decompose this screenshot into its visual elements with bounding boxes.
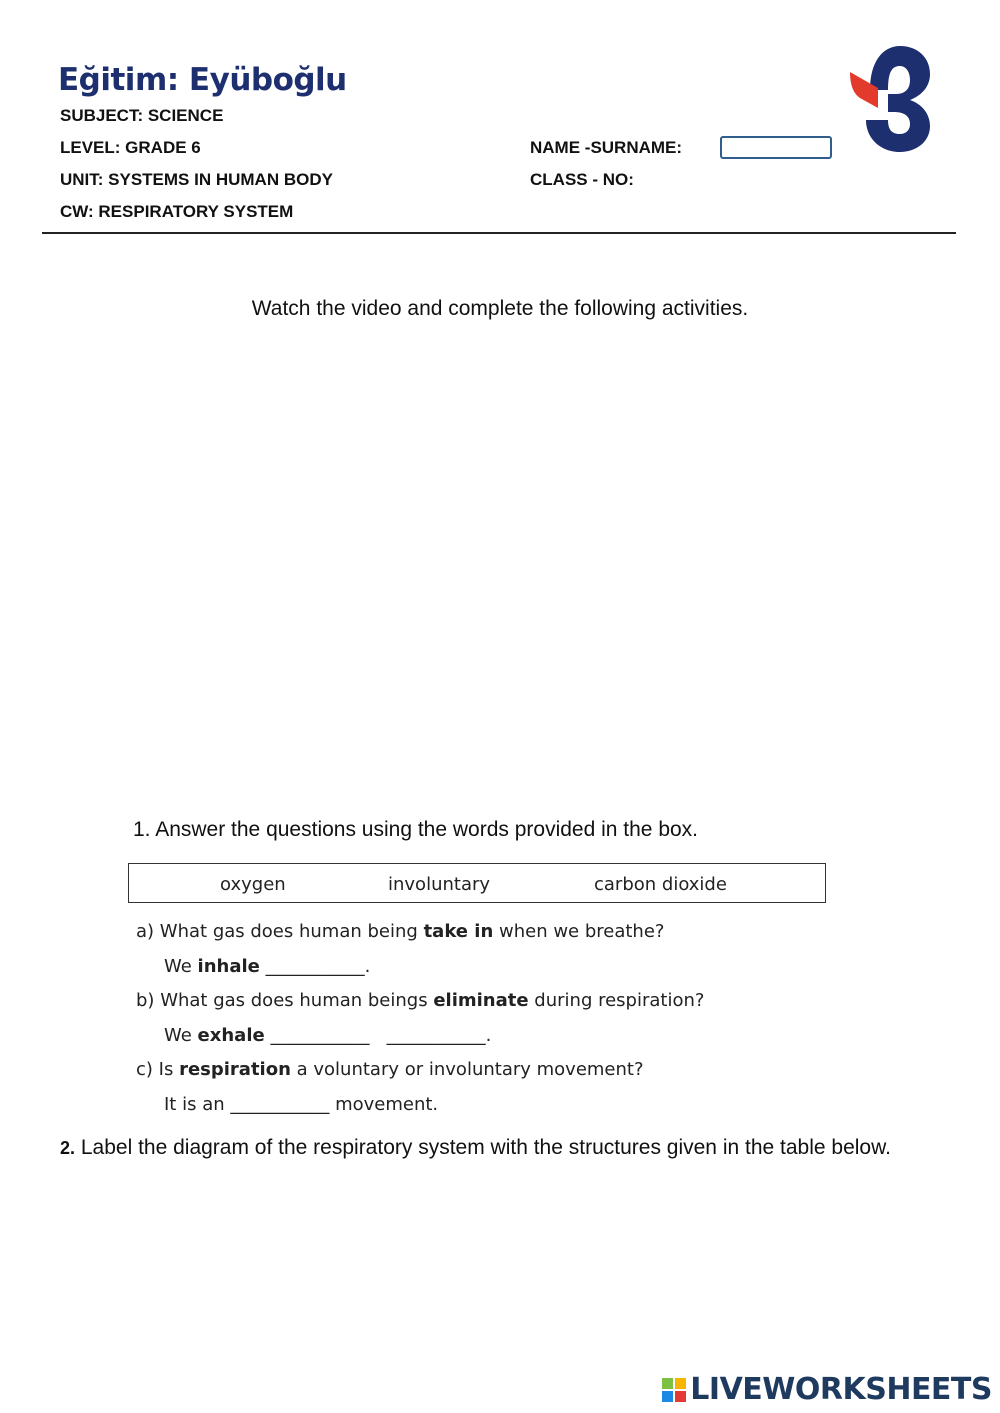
question-c-text: Is bbox=[158, 1059, 180, 1080]
class-no-label: CLASS - NO: bbox=[530, 170, 634, 189]
word-involuntary: involuntary bbox=[388, 874, 491, 895]
level-label: LEVEL: GRADE 6 bbox=[60, 138, 201, 157]
instruction-text: Watch the video and complete the following activities. bbox=[251, 297, 749, 320]
question-c-bold: respiration bbox=[179, 1059, 291, 1080]
question-2-number: 2. bbox=[60, 1138, 76, 1158]
answer-b-bold: exhale bbox=[197, 1025, 265, 1046]
question-2 bbox=[60, 1134, 940, 1162]
word-oxygen: oxygen bbox=[220, 874, 286, 895]
liveworksheets-icon bbox=[662, 1378, 686, 1402]
question-b-text-end: during respiration? bbox=[528, 990, 705, 1011]
question-c-prefix: c) bbox=[136, 1059, 153, 1080]
answer-a-bold: inhale bbox=[197, 956, 260, 977]
word-carbon-dioxide: carbon dioxide bbox=[594, 874, 727, 895]
liveworksheets-text: LIVEWORKSHEETS bbox=[690, 1372, 992, 1407]
liveworksheets-logo bbox=[662, 1372, 992, 1407]
brand-title: Eğitim: Eyüboğlu bbox=[58, 62, 347, 98]
question-b-text: What gas does human beings bbox=[160, 990, 434, 1011]
question-b-bold: eliminate bbox=[433, 990, 529, 1011]
answer-a-blank[interactable]: ___________. bbox=[259, 956, 371, 977]
subject-label: SUBJECT: SCIENCE bbox=[60, 106, 224, 125]
question-1-title: 1. Answer the questions using the words provided in the box. bbox=[133, 818, 699, 841]
answer-b-text: We bbox=[164, 1025, 198, 1046]
question-a-bold: take in bbox=[423, 921, 494, 942]
question-c-text-end: a voluntary or involuntary movement? bbox=[290, 1059, 644, 1080]
question-a-text: What gas does human being bbox=[159, 921, 424, 942]
name-surname-input[interactable] bbox=[720, 136, 832, 159]
school-logo-icon bbox=[848, 42, 934, 154]
question-a-text-end: when we breathe? bbox=[493, 921, 665, 942]
header-divider bbox=[42, 232, 956, 234]
answer-b-blank[interactable]: ___________ ___________. bbox=[264, 1025, 492, 1046]
question-b bbox=[136, 990, 704, 1011]
unit-label: UNIT: SYSTEMS IN HUMAN BODY bbox=[60, 170, 333, 189]
answer-b bbox=[164, 1025, 491, 1046]
question-a bbox=[136, 921, 664, 942]
answer-a bbox=[164, 956, 370, 977]
question-c bbox=[136, 1059, 644, 1080]
name-surname-label: NAME -SURNAME: bbox=[530, 138, 683, 157]
answer-c[interactable]: It is an ___________ movement. bbox=[164, 1094, 439, 1115]
question-a-prefix: a) bbox=[136, 921, 155, 942]
answer-a-text: We bbox=[164, 956, 198, 977]
question-2-text: Label the diagram of the respiratory system with the structures given in the table below. bbox=[75, 1136, 891, 1159]
cw-label: CW: RESPIRATORY SYSTEM bbox=[60, 202, 294, 221]
question-b-prefix: b) bbox=[136, 990, 155, 1011]
